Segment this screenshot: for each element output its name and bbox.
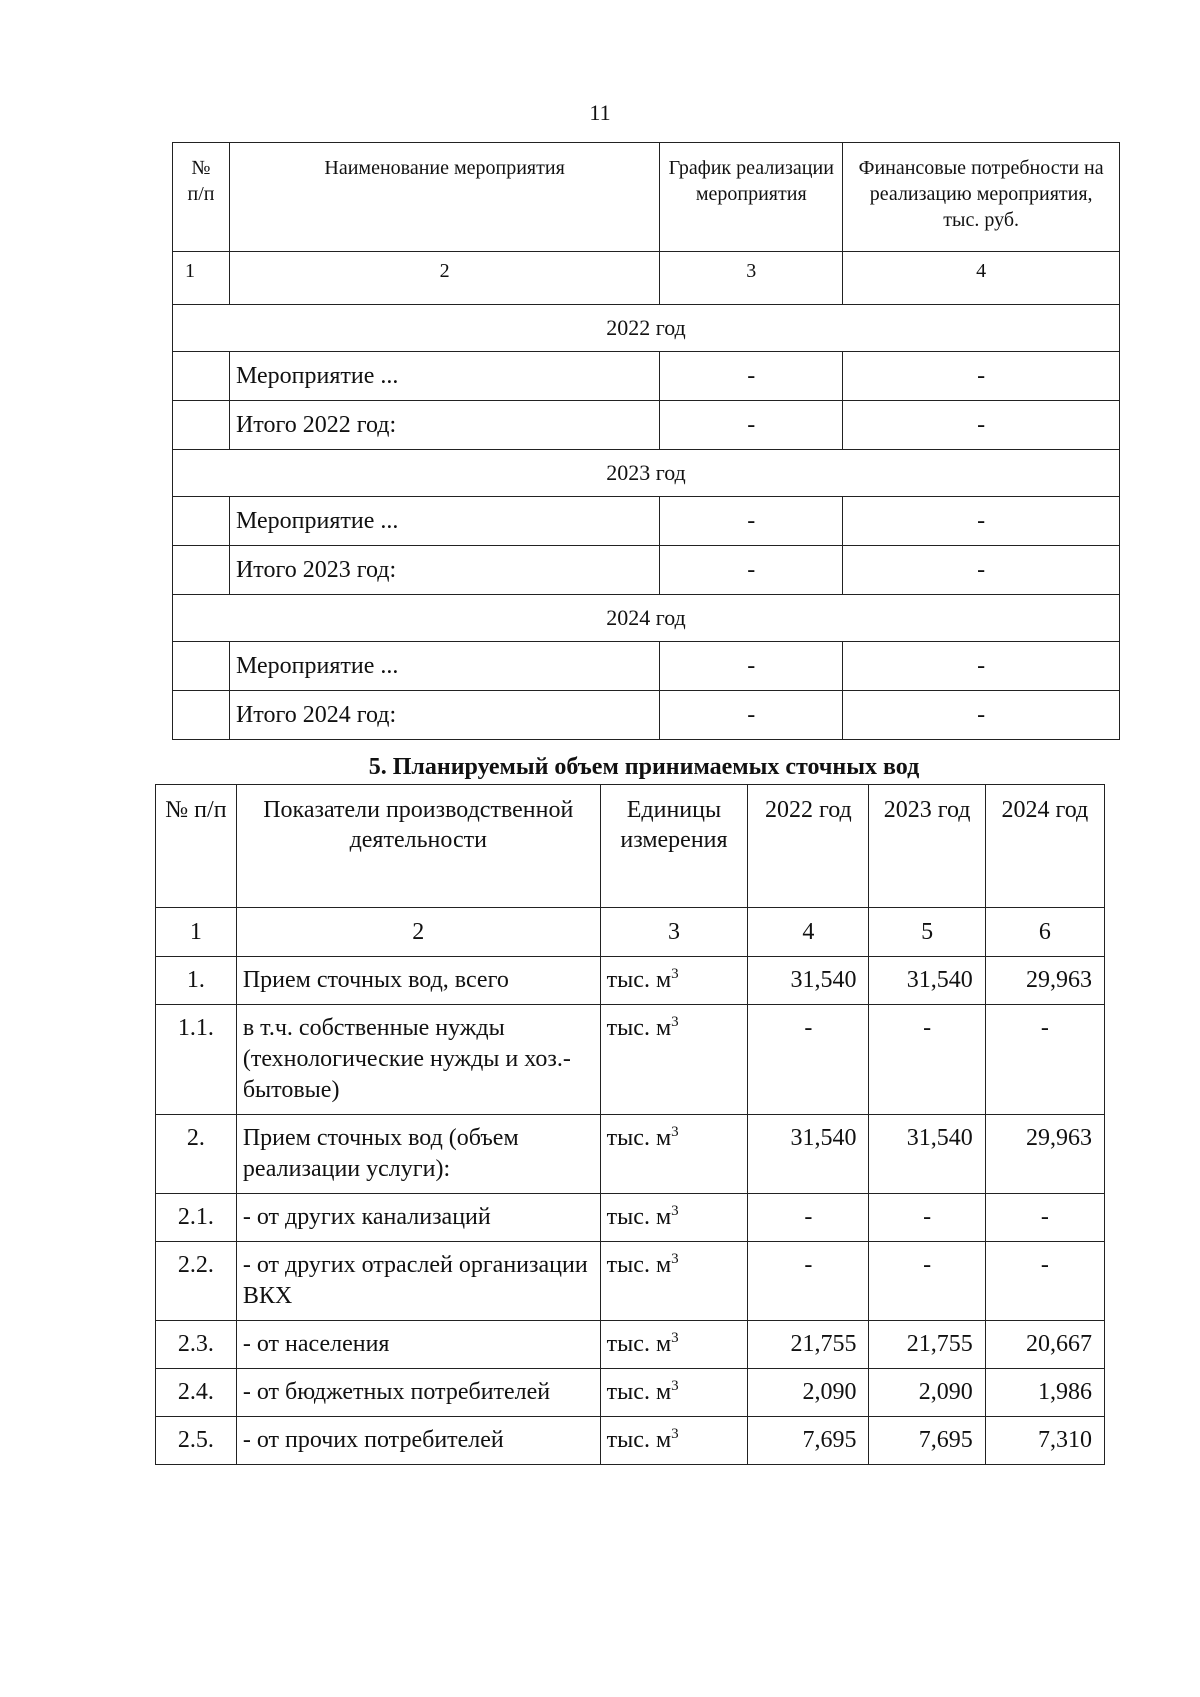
- table-row: [156, 1115, 1105, 1194]
- unit-text: тыс. м: [606, 967, 672, 993]
- row-number: 2.2.: [156, 1242, 237, 1321]
- total-finance: -: [843, 691, 1120, 740]
- unit-text: тыс. м: [606, 1015, 672, 1041]
- year-row: [173, 450, 1120, 497]
- year-row: [173, 595, 1120, 642]
- row-value-2022: 21,755: [748, 1321, 869, 1369]
- unit-superscript: 3: [671, 1426, 679, 1442]
- table-row: [156, 1321, 1105, 1369]
- total-number: [173, 546, 230, 595]
- column-number: 5: [869, 908, 985, 957]
- event-schedule: -: [660, 642, 843, 691]
- row-value-2023: -: [869, 1005, 985, 1115]
- unit-superscript: 3: [671, 1378, 679, 1394]
- row-unit: [600, 957, 748, 1005]
- year-label: 2024 год: [173, 595, 1120, 642]
- header-cell-number: № п/п: [156, 785, 237, 908]
- row-value-2023: 2,090: [869, 1369, 985, 1417]
- unit-text: тыс. м: [606, 1125, 672, 1151]
- year-label: 2023 год: [173, 450, 1120, 497]
- total-label: Итого 2022 год:: [229, 401, 659, 450]
- page-number: 11: [589, 100, 611, 125]
- header-cell-indicator: Показатели производственной деятельности: [236, 785, 600, 908]
- row-value-2023: 31,540: [869, 957, 985, 1005]
- table-row: [156, 1369, 1105, 1417]
- event-row: [173, 352, 1120, 401]
- row-indicator: Прием сточных вод, всего: [236, 957, 600, 1005]
- row-value-2022: -: [748, 1005, 869, 1115]
- row-indicator: - от прочих потребителей: [236, 1417, 600, 1465]
- unit-superscript: 3: [671, 1014, 679, 1030]
- unit-text: тыс. м: [606, 1427, 672, 1453]
- event-schedule: -: [660, 352, 843, 401]
- row-unit: [600, 1005, 748, 1115]
- total-number: [173, 691, 230, 740]
- row-value-2024: -: [985, 1242, 1104, 1321]
- row-unit: [600, 1417, 748, 1465]
- header-cell-2023: 2023 год: [869, 785, 985, 908]
- total-schedule: -: [660, 401, 843, 450]
- unit-text: тыс. м: [606, 1379, 672, 1405]
- total-label: Итого 2024 год:: [229, 691, 659, 740]
- unit-superscript: 3: [671, 1330, 679, 1346]
- row-value-2023: -: [869, 1194, 985, 1242]
- row-indicator: - от других канализаций: [236, 1194, 600, 1242]
- row-value-2024: 29,963: [985, 1115, 1104, 1194]
- row-value-2022: 2,090: [748, 1369, 869, 1417]
- row-value-2024: 29,963: [985, 957, 1104, 1005]
- unit-text: тыс. м: [606, 1204, 672, 1230]
- event-row: [173, 642, 1120, 691]
- header-cell-number: № п/п: [173, 143, 230, 252]
- events-table-header: [173, 143, 1120, 252]
- row-number: 1.1.: [156, 1005, 237, 1115]
- row-value-2024: 7,310: [985, 1417, 1104, 1465]
- event-name: Мероприятие ...: [229, 642, 659, 691]
- row-value-2022: -: [748, 1242, 869, 1321]
- row-number: 2.: [156, 1115, 237, 1194]
- column-number: 3: [660, 252, 843, 305]
- event-finance: -: [843, 497, 1120, 546]
- column-number: 4: [843, 252, 1120, 305]
- row-value-2024: 1,986: [985, 1369, 1104, 1417]
- unit-text: тыс. м: [606, 1331, 672, 1357]
- row-number: 1.: [156, 957, 237, 1005]
- column-number: 2: [236, 908, 600, 957]
- header-cell-schedule: График реализации мероприятия: [660, 143, 843, 252]
- section-title: 5. Планируемый объем принимаемых сточных вод: [368, 754, 920, 780]
- total-row: [173, 691, 1120, 740]
- events-table: [172, 142, 1120, 740]
- row-value-2023: 7,695: [869, 1417, 985, 1465]
- row-indicator: в т.ч. собственные нужды (технологические нужды и хоз.-бытовые): [236, 1005, 600, 1115]
- total-number: [173, 401, 230, 450]
- row-unit: [600, 1194, 748, 1242]
- total-label: Итого 2023 год:: [229, 546, 659, 595]
- unit-superscript: 3: [671, 1251, 679, 1267]
- year-label: 2022 год: [173, 305, 1120, 352]
- events-table-column-numbers: [173, 252, 1120, 305]
- event-number: [173, 352, 230, 401]
- row-value-2022: -: [748, 1194, 869, 1242]
- column-number: 6: [985, 908, 1104, 957]
- header-cell-2022: 2022 год: [748, 785, 869, 908]
- table-row: [156, 957, 1105, 1005]
- total-finance: -: [843, 401, 1120, 450]
- total-row: [173, 546, 1120, 595]
- event-finance: -: [843, 352, 1120, 401]
- row-number: 2.4.: [156, 1369, 237, 1417]
- total-finance: -: [843, 546, 1120, 595]
- table-row: [156, 1242, 1105, 1321]
- table-row: [156, 1417, 1105, 1465]
- total-schedule: -: [660, 691, 843, 740]
- header-cell-2024: 2024 год: [985, 785, 1104, 908]
- row-unit: [600, 1369, 748, 1417]
- event-name: Мероприятие ...: [229, 352, 659, 401]
- table-row: [156, 1194, 1105, 1242]
- unit-text: тыс. м: [606, 1252, 672, 1278]
- row-value-2023: 21,755: [869, 1321, 985, 1369]
- column-number: 1: [173, 252, 230, 305]
- row-value-2022: 31,540: [748, 1115, 869, 1194]
- unit-superscript: 3: [671, 1124, 679, 1140]
- year-row: [173, 305, 1120, 352]
- header-cell-finance: Финансовые потребности на реализацию мероприятия, тыс. руб.: [843, 143, 1120, 252]
- row-unit: [600, 1115, 748, 1194]
- row-value-2022: 7,695: [748, 1417, 869, 1465]
- row-indicator: - от бюджетных потребителей: [236, 1369, 600, 1417]
- row-number: 2.3.: [156, 1321, 237, 1369]
- row-unit: [600, 1242, 748, 1321]
- event-finance: -: [843, 642, 1120, 691]
- event-number: [173, 642, 230, 691]
- unit-superscript: 3: [671, 966, 679, 982]
- row-indicator: - от других отраслей организации ВКХ: [236, 1242, 600, 1321]
- row-value-2024: 20,667: [985, 1321, 1104, 1369]
- event-number: [173, 497, 230, 546]
- column-number: 1: [156, 908, 237, 957]
- event-row: [173, 497, 1120, 546]
- row-value-2024: -: [985, 1194, 1104, 1242]
- volume-table-body: [156, 957, 1105, 1465]
- row-indicator: - от населения: [236, 1321, 600, 1369]
- row-value-2022: 31,540: [748, 957, 869, 1005]
- event-schedule: -: [660, 497, 843, 546]
- total-schedule: -: [660, 546, 843, 595]
- column-number: 3: [600, 908, 748, 957]
- volume-table-header: [156, 785, 1105, 908]
- column-number: 2: [229, 252, 659, 305]
- volume-table-column-numbers: [156, 908, 1105, 957]
- header-cell-unit: Единицы измерения: [600, 785, 748, 908]
- column-number: 4: [748, 908, 869, 957]
- event-name: Мероприятие ...: [229, 497, 659, 546]
- total-row: [173, 401, 1120, 450]
- volume-table: [155, 784, 1105, 1465]
- row-unit: [600, 1321, 748, 1369]
- header-cell-name: Наименование мероприятия: [229, 143, 659, 252]
- row-value-2023: 31,540: [869, 1115, 985, 1194]
- unit-superscript: 3: [671, 1203, 679, 1219]
- row-number: 2.5.: [156, 1417, 237, 1465]
- table-row: [156, 1005, 1105, 1115]
- row-value-2023: -: [869, 1242, 985, 1321]
- row-value-2024: -: [985, 1005, 1104, 1115]
- row-number: 2.1.: [156, 1194, 237, 1242]
- row-indicator: Прием сточных вод (объем реализации услуги):: [236, 1115, 600, 1194]
